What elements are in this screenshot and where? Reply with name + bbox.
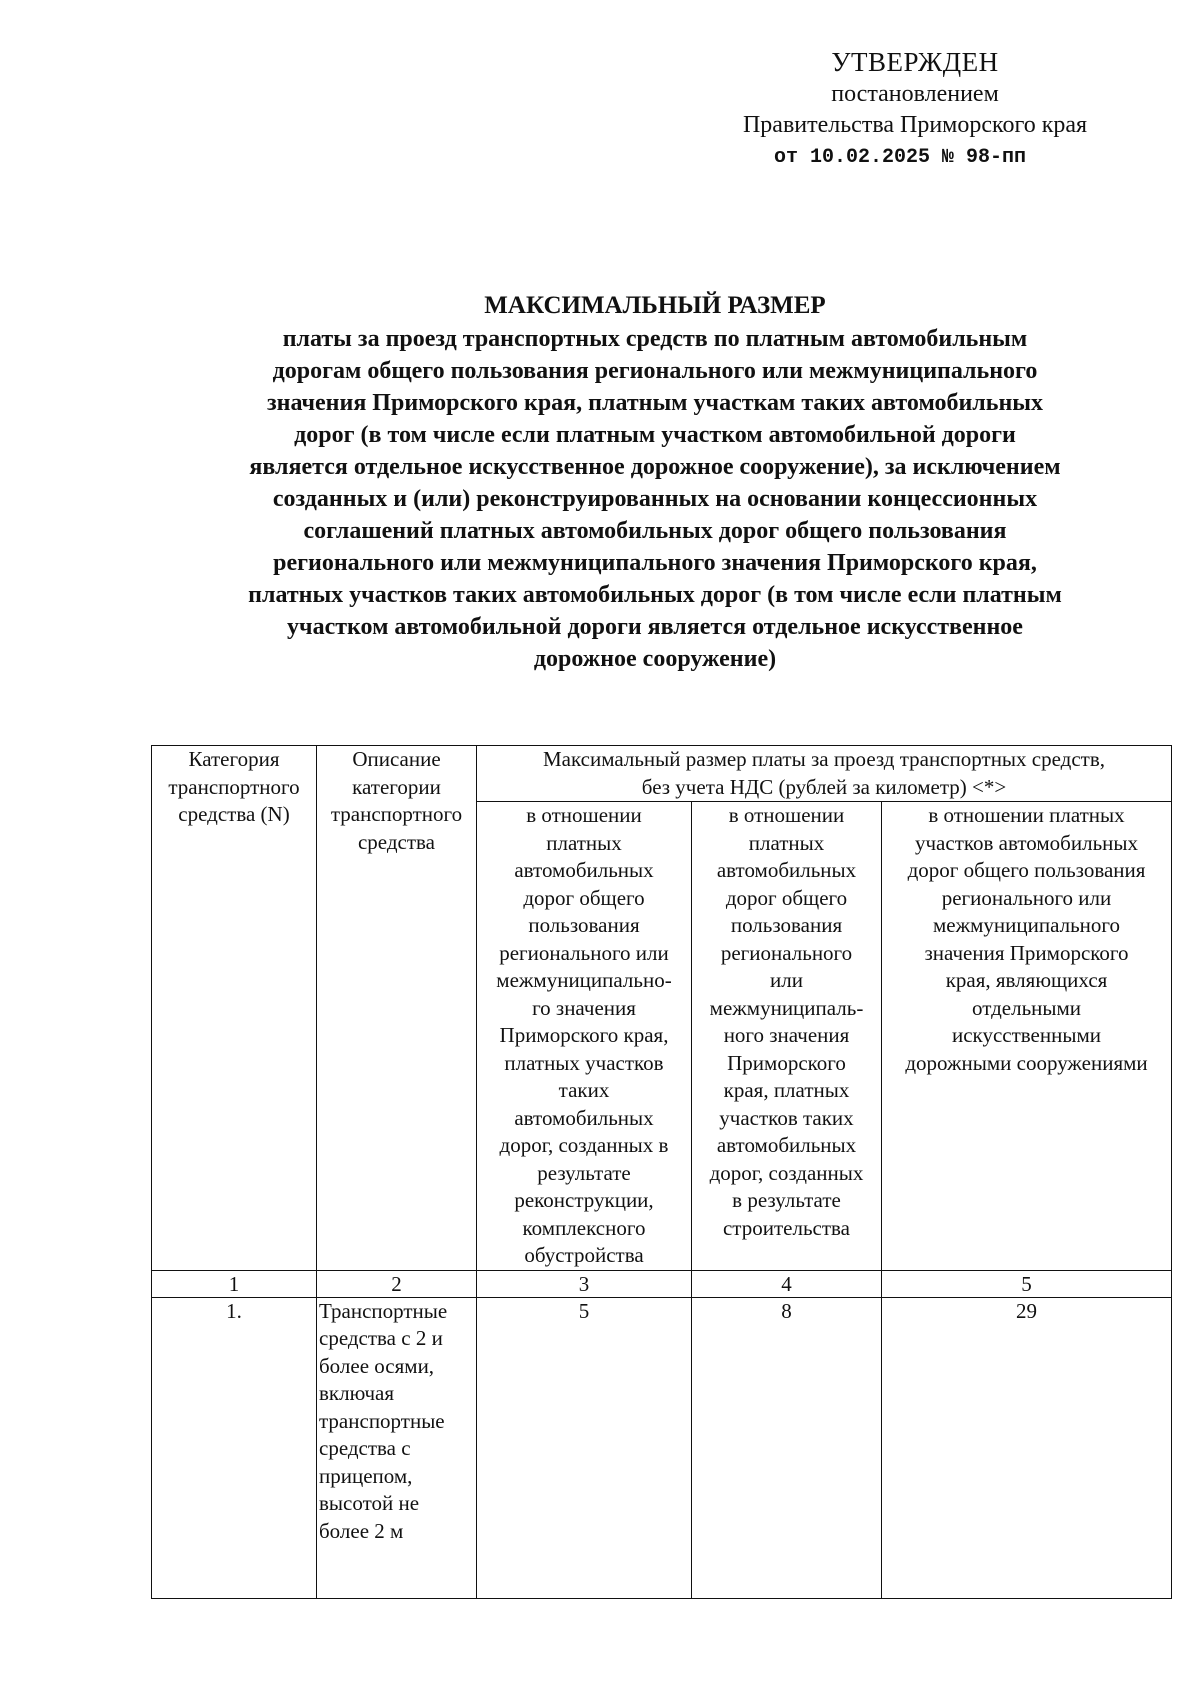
- header-text-line: дорог общего: [523, 885, 645, 910]
- column-number: 4: [692, 1270, 882, 1297]
- header-fee-construction: [692, 802, 882, 1271]
- header-text-line: Приморского: [727, 1050, 846, 1075]
- approval-number: от 10.02.2025 № 98-пп: [773, 146, 1027, 169]
- header-text-line: в отношении: [728, 803, 845, 827]
- title-line: дорожное сооружение): [533, 646, 777, 672]
- description-line: включая: [319, 1381, 395, 1405]
- fee-table: [151, 745, 1172, 1599]
- header-text-line: ного значения: [723, 1023, 850, 1047]
- header-text-line: регионального или: [499, 940, 669, 965]
- header-text-line: регионального или: [941, 885, 1112, 910]
- header-text-line: го значения: [532, 995, 636, 1020]
- header-text-line: края, платных: [723, 1078, 850, 1102]
- header-text-line: Приморского края,: [499, 1023, 669, 1047]
- header-row-1: [152, 746, 1172, 802]
- header-max-fee: [477, 746, 1172, 802]
- header-text-line: таких: [558, 1078, 610, 1102]
- description-line: прицепом,: [319, 1463, 413, 1488]
- title-line: дорогам общего пользования регионального или межмуниципального: [272, 358, 1038, 384]
- description-line: более осями,: [319, 1353, 435, 1378]
- column-number: 5: [882, 1270, 1172, 1297]
- title-line: соглашений платных автомобильных дорог общего пользования: [303, 518, 1007, 544]
- header-text-line: пользования: [528, 913, 640, 937]
- header-text-line: комплексного: [522, 1215, 646, 1240]
- header-text-line: пользования: [730, 913, 843, 937]
- column-number-row: [152, 1270, 1172, 1297]
- header-text-line: автомобильных: [716, 1133, 857, 1157]
- approval-heading: УТВЕРЖДЕН: [831, 47, 999, 77]
- header-text-line: в результате: [732, 1188, 841, 1212]
- document-title: [120, 289, 1190, 675]
- description-line: средства с 2 и: [319, 1326, 443, 1350]
- header-text-line: значения Приморского: [924, 940, 1129, 965]
- header-text-line: средства (N): [178, 802, 290, 826]
- title-line: является отдельное искусственное дорожное сооружение), за исключением: [249, 454, 1061, 480]
- column-number: 2: [317, 1270, 477, 1297]
- title-line: платы за проезд транспортных средств по платным автомобильным: [282, 326, 1028, 352]
- header-text-line: без учета НДС (рублей за километр) <*>: [641, 774, 1007, 799]
- header-text-line: или: [770, 968, 803, 992]
- header-text-line: дорожными сооружениями: [905, 1050, 1148, 1075]
- header-text-line: автомобильных: [514, 1105, 654, 1130]
- header-text-line: автомобильных: [514, 858, 654, 882]
- title-line: дорог (в том числе если платным участком автомобильной дороги: [294, 422, 1016, 448]
- description-line: средства с: [319, 1436, 411, 1460]
- title-line: платных участков таких автомобильных дорог (в том числе если платным: [248, 582, 1062, 608]
- cell-fee-reconstruction: 5: [477, 1297, 692, 1598]
- cell-description: [317, 1297, 477, 1598]
- title-main: МАКСИМАЛЬНЫЙ РАЗМЕР: [484, 292, 826, 319]
- header-fee-structures: [882, 802, 1172, 1271]
- cell-category: 1.: [152, 1297, 317, 1598]
- header-text-line: искусственными: [951, 1023, 1101, 1047]
- approval-stamp: [700, 46, 1130, 175]
- approval-line-government: Правительства Приморского края: [742, 112, 1088, 138]
- header-text-line: Категория: [188, 747, 280, 771]
- header-text-line: дорог, созданных: [709, 1160, 864, 1185]
- header-text-line: автомобильных: [716, 858, 857, 882]
- header-text-line: транспортного: [168, 774, 300, 799]
- description-line: транспортные: [319, 1408, 445, 1433]
- header-text-line: платных: [748, 830, 825, 855]
- table-row: [152, 1297, 1172, 1598]
- approval-line-decree: постановлением: [831, 81, 999, 107]
- header-text-line: регионального: [720, 940, 853, 965]
- header-text-line: обустройства: [524, 1243, 644, 1267]
- header-text-line: в отношении: [526, 803, 642, 827]
- header-text-line: платных участков: [504, 1050, 664, 1075]
- header-text-line: межмуниципально-: [496, 968, 672, 992]
- header-text-line: отдельными: [971, 995, 1082, 1020]
- header-text-line: категории: [352, 774, 441, 799]
- header-text-line: результате: [537, 1160, 631, 1185]
- header-text-line: участков автомобильных: [914, 830, 1138, 855]
- header-text-line: межмуниципаль-: [709, 995, 864, 1020]
- header-category: [152, 746, 317, 1271]
- header-text-line: средства: [357, 829, 435, 854]
- column-number: 1: [152, 1270, 317, 1297]
- header-text-line: в отношении платных: [928, 803, 1125, 827]
- description-line: высотой не: [319, 1491, 420, 1515]
- cell-fee-structures: 29: [882, 1297, 1172, 1598]
- header-text-line: края, являющихся: [945, 968, 1108, 992]
- title-line: регионального или межмуниципального значения Приморского края,: [273, 550, 1037, 576]
- title-line: созданных и (или) реконструированных на основании концессионных: [272, 486, 1038, 512]
- header-text-line: строительства: [722, 1215, 850, 1240]
- header-text-line: реконструкции,: [514, 1188, 654, 1212]
- header-text-line: платных: [546, 830, 622, 855]
- header-text-line: участков таких: [719, 1105, 854, 1130]
- header-fee-reconstruction: [477, 802, 692, 1271]
- header-text-line: дорог общего: [725, 885, 848, 910]
- description-line: более 2 м: [319, 1518, 404, 1543]
- header-text-line: межмуниципального: [933, 913, 1120, 937]
- description-line: Транспортные: [319, 1298, 448, 1323]
- cell-fee-construction: 8: [692, 1297, 882, 1598]
- title-line: участком автомобильной дороги является отдельное искусственное: [287, 614, 1023, 640]
- header-text-line: дорог, созданных в: [499, 1133, 669, 1157]
- header-text-line: Максимальный размер платы за проезд транспортных средств,: [542, 747, 1106, 771]
- header-text-line: Описание: [352, 747, 441, 771]
- column-number: 3: [477, 1270, 692, 1297]
- header-text-line: дорог общего пользования: [907, 858, 1146, 882]
- header-description: [317, 746, 477, 1271]
- title-line: значения Приморского края, платным участкам таких автомобильных: [266, 390, 1044, 416]
- header-text-line: транспортного: [330, 802, 463, 826]
